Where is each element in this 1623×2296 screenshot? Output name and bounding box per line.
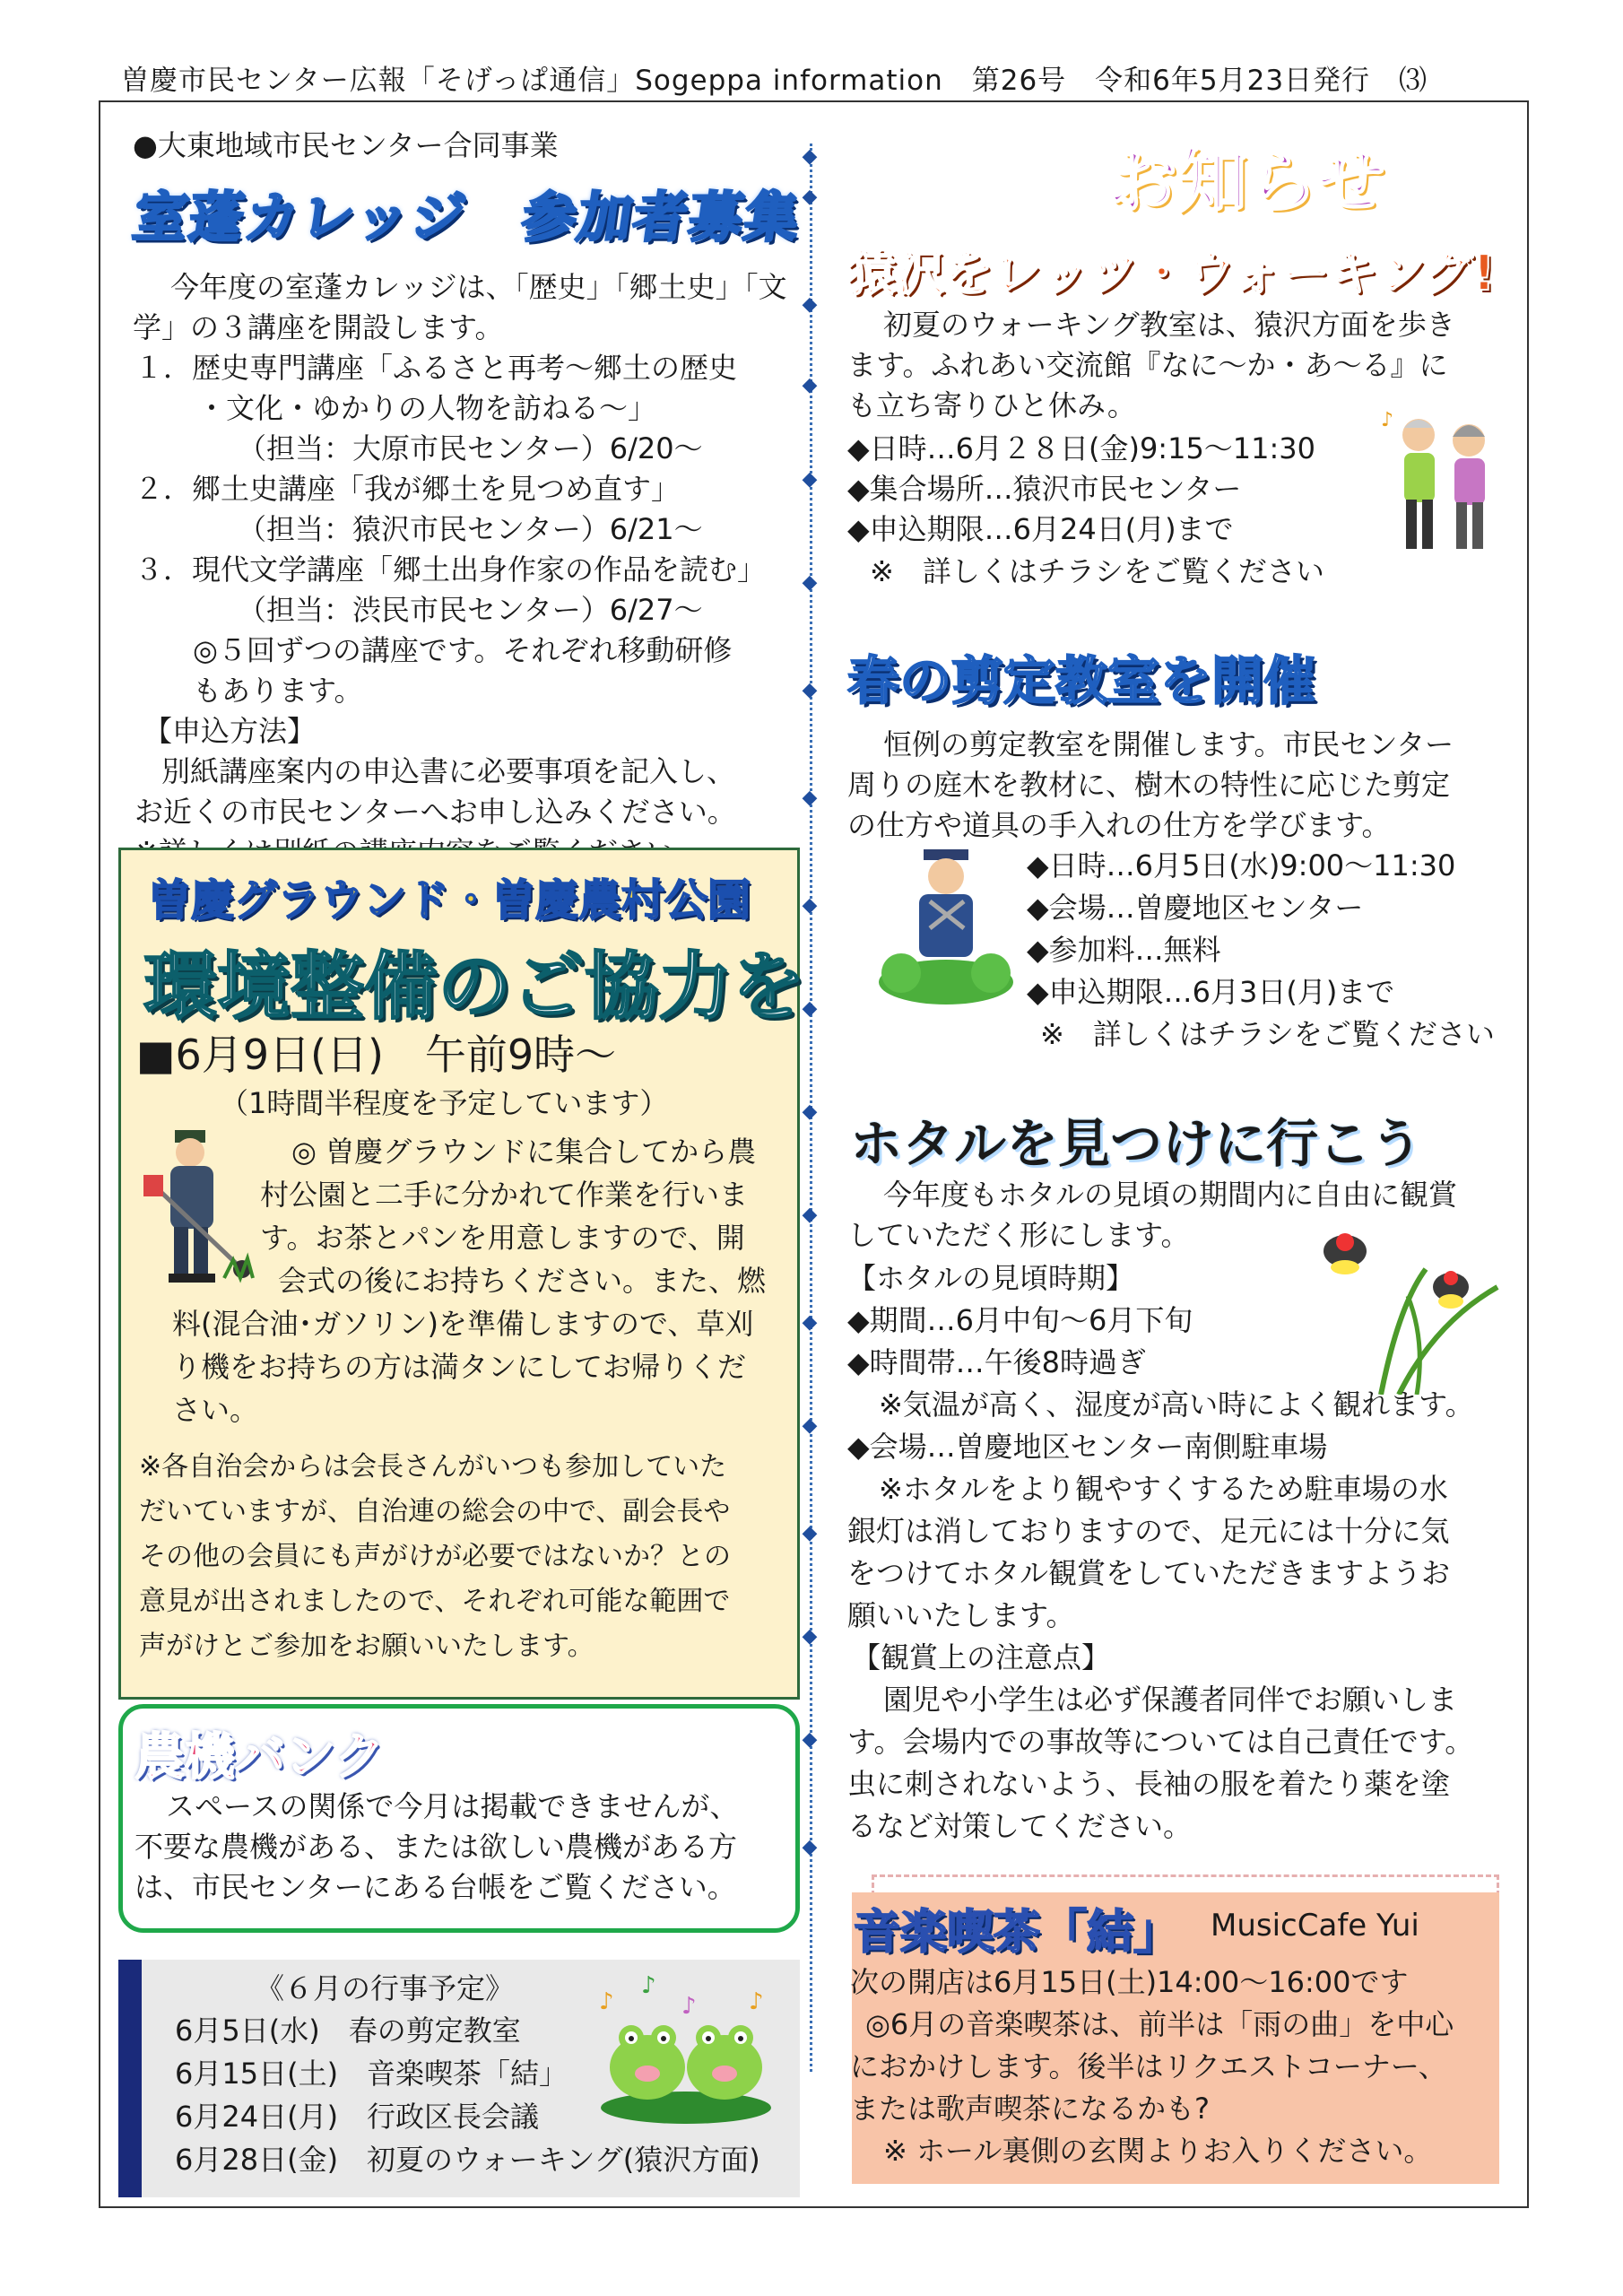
firefly-line: す。会場内での事故等については自己責任です。 xyxy=(847,1725,1474,1759)
singing-frogs-illustration xyxy=(592,1973,780,2126)
firefly-line: していただく形にします。 xyxy=(847,1218,1190,1252)
pruning-line: 恒例の剪定教室を開催します。市民センター xyxy=(883,727,1454,761)
environment-line: 村公園と二手に分かれて作業を行いま xyxy=(260,1178,749,1212)
college-kicker: ●大東地域市民センター合同事業 xyxy=(133,128,559,162)
diamond-icon: ◆ xyxy=(802,1414,818,1437)
environment-line: さい。 xyxy=(172,1393,259,1427)
schedule-item: 6月5日(水) 春の剪定教室 xyxy=(175,2013,521,2048)
firefly-line: 【ホタルの見頃時期】 xyxy=(847,1261,1135,1295)
diamond-icon: ◆ xyxy=(802,293,818,316)
diamond-icon: ◆ xyxy=(802,679,818,701)
college-line: （担当：大原市民センター）6/20～ xyxy=(238,431,703,465)
walking-line: も立ち寄りひと休み。 xyxy=(847,388,1136,422)
college-line: ２．郷土史講座「我が郷土を見つめ直す」 xyxy=(135,472,681,506)
diamond-icon: ◆ xyxy=(802,1100,818,1123)
walking-line: ※ 詳しくはチラシをご覧ください xyxy=(870,554,1324,588)
pruning-detail: ◆参加料…無料 xyxy=(1027,933,1221,967)
college-line: （担当：猿沢市民センター）6/21～ xyxy=(238,512,703,546)
masthead: 曽慶市民センター広報「そげっぱ通信」Sogeppa information 第26号 令和6年5月23日発行 ⑶ xyxy=(121,65,1428,97)
environment-note-line: ※各自治会からは会長さんがいつも参加していた xyxy=(139,1451,727,1483)
schedule-accent-bar xyxy=(118,1960,142,2197)
firefly-line: 虫に刺されないよう、長袖の服を着たり薬を塗 xyxy=(847,1767,1451,1801)
pruning-line: 周りの庭木を教材に、樹木の特性に応じた剪定 xyxy=(847,768,1451,802)
walking-line: ◆集合場所…猿沢市民センター xyxy=(847,472,1242,506)
machine-bank-line: 不要な農機がある、または欲しい農機がある方 xyxy=(135,1830,738,1864)
environment-line: り機をお持ちの方は満タンにしてお帰りくだ xyxy=(172,1350,747,1384)
college-line: 学」の３講座を開設します。 xyxy=(133,310,504,344)
diamond-icon: ◆ xyxy=(802,1522,818,1544)
diamond-icon: ◆ xyxy=(802,1836,818,1858)
environment-note-line: 声がけとご参加をお願いいたします。 xyxy=(139,1631,595,1662)
college-line: ３．現代文学講座「郷土出身作家の作品を読む」 xyxy=(135,552,767,587)
college-line: １．歴史専門講座「ふるさと再考～郷土の歴史 xyxy=(135,351,738,385)
firefly-line: ◆時間帯…午後8時過ぎ xyxy=(847,1345,1146,1379)
cafe-line: ※ ホール裏側の玄関よりお入りください。 xyxy=(883,2134,1433,2168)
college-line: 今年度の室蓬カレッジは、「歴史」「郷土史」「文 xyxy=(170,270,787,304)
firefly-illustration xyxy=(1300,1224,1506,1395)
environment-line: 料(混合油･ガソリン)を準備しますので、草刈 xyxy=(172,1307,754,1341)
cafe-title: 音楽喫茶「結」 xyxy=(854,1906,1181,1960)
diamond-icon: ◆ xyxy=(802,468,818,491)
firefly-line: 願いいたします。 xyxy=(847,1598,1075,1632)
machine-bank-title: 農機バンク xyxy=(135,1728,385,1787)
svg-text:♪: ♪ xyxy=(749,1988,764,2015)
walking-line: ◆申込期限…6月24日(月)まで xyxy=(847,512,1234,546)
college-title: 室蓬カレッジ 参加者募集 xyxy=(129,187,805,249)
pruning-detail: ◆申込期限…6月3日(月)まで xyxy=(1027,975,1395,1009)
schedule-title: 《６月の行事予定》 xyxy=(256,1971,515,2005)
pruning-detail: ※ 詳しくはチラシをご覧ください xyxy=(1040,1017,1495,1051)
pruning-line: の仕方や道具の手入れの仕方を学びます。 xyxy=(847,808,1391,842)
college-line: もあります。 xyxy=(193,674,363,708)
firefly-line: 園児や小学生は必ず保護者同伴でお願いしま xyxy=(883,1683,1458,1717)
walking-title: 猿沢をレッツ・ウォーキング! xyxy=(847,245,1496,301)
firefly-line: 今年度もホタルの見頃の期間内に自由に観賞 xyxy=(883,1178,1458,1212)
schedule-item: 6月28日(金) 初夏のウォーキング(猿沢方面) xyxy=(175,2143,760,2177)
pruning-detail: ◆日時…6月5日(水)9:00～11:30 xyxy=(1027,848,1456,883)
firefly-line: 【観賞上の注意点】 xyxy=(852,1640,1111,1674)
college-line: （担当：渋民市民センター）6/27～ xyxy=(238,593,703,627)
firefly-line: ◆期間…6月中旬～6月下旬 xyxy=(847,1303,1193,1337)
diamond-icon: ◆ xyxy=(802,997,818,1020)
svg-text:♪: ♪ xyxy=(1381,409,1394,431)
firefly-line: ◆会場…曽慶地区センター南側駐車場 xyxy=(847,1430,1328,1464)
environment-title: 環境整備のご協力を xyxy=(143,944,806,1030)
machine-bank-line: スペースの関係で今月は掲載できませんが、 xyxy=(166,1789,739,1823)
gardener-pruning-illustration xyxy=(874,848,1018,1004)
svg-text:♪: ♪ xyxy=(641,1973,656,1999)
schedule-item: 6月24日(月) 行政区長会議 xyxy=(175,2100,540,2134)
firefly-line: 銀灯は消しておりますので、足元には十分に気 xyxy=(847,1514,1450,1548)
diamond-icon: ◆ xyxy=(802,1625,818,1648)
diamond-icon: ◆ xyxy=(802,787,818,809)
pruning-detail: ◆会場…曽慶地区センター xyxy=(1027,891,1364,925)
walking-line: 初夏のウォーキング教室は、猿沢方面を歩き xyxy=(883,308,1455,342)
machine-bank-line: は、市民センターにある台帳をご覧ください。 xyxy=(135,1870,736,1904)
firefly-line: るなど対策してください。 xyxy=(847,1809,1193,1843)
environment-note-line: だいていますが、自治連の総会の中で、副会長や xyxy=(139,1496,731,1527)
diamond-icon: ◆ xyxy=(802,894,818,917)
environment-date: ■6月9日(日) 午前9時～ xyxy=(136,1031,617,1079)
diamond-icon: ◆ xyxy=(802,1728,818,1751)
environment-note-line: その他の会員にも声がけが必要ではないか？との xyxy=(139,1541,731,1572)
college-line: ◎５回ずつの講座です。それぞれ移動研修 xyxy=(193,633,733,667)
cafe-subtitle: MusicCafe Yui xyxy=(1211,1908,1419,1944)
college-line: 別紙講座案内の申込書に必要事項を記入し、 xyxy=(161,754,736,788)
cafe-line: におかけします。後半はリクエストコーナー、 xyxy=(850,2049,1447,2083)
firefly-line: ※ホタルをより観やすくするため駐車場の水 xyxy=(879,1472,1448,1506)
firefly-line: をつけてホタル観賞をしていただきますようお xyxy=(847,1556,1451,1590)
walking-couple-illustration xyxy=(1381,408,1506,561)
svg-text:♪: ♪ xyxy=(681,1993,697,2020)
diamond-icon: ◆ xyxy=(802,374,818,396)
firefly-line: ※気温が高く、湿度が高い時によく観れます。 xyxy=(879,1387,1474,1422)
svg-text:♪: ♪ xyxy=(599,1988,614,2015)
environment-line: 会式の後にお持ちください。また、燃 xyxy=(278,1264,767,1298)
diamond-icon: ◆ xyxy=(802,1204,818,1226)
college-line: 【申込方法】 xyxy=(143,714,317,748)
environment-line: す。お茶とパンを用意しますので、開 xyxy=(260,1221,745,1255)
walking-line: ます。ふれあい交流館『なに～か・あ～る』に xyxy=(847,348,1448,382)
diamond-icon: ◆ xyxy=(802,186,818,208)
environment-subtitle: 曽慶グラウンド・曽慶農村公園 xyxy=(148,875,751,926)
schedule-item: 6月15日(土) 音楽喫茶「結」 xyxy=(175,2057,568,2091)
cafe-line: ◎6月の音楽喫茶は、前半は「雨の曲」を中心 xyxy=(865,2007,1454,2041)
grass-trimmer-worker-illustration xyxy=(135,1112,260,1292)
notice-logo: お知らせ xyxy=(1107,142,1385,222)
environment-note-line: 意見が出されましたので、それぞれ可能な範囲で xyxy=(139,1586,731,1617)
environment-line: ◎ 曽慶グラウンドに集合してから農 xyxy=(291,1135,757,1169)
cafe-line: または歌声喫茶になるかも? xyxy=(850,2092,1210,2126)
cafe-line: 次の開店は6月15日(土)14:00～16:00です xyxy=(850,1965,1409,1999)
college-line: ・文化・ゆかりの人物を訪ねる～」 xyxy=(197,391,657,425)
environment-duration: （1時間半程度を予定しています） xyxy=(220,1086,669,1120)
diamond-icon: ◆ xyxy=(802,145,818,168)
diamond-icon: ◆ xyxy=(802,1311,818,1334)
diamond-icon: ◆ xyxy=(802,571,818,594)
walking-line: ◆日時…6月２８日(金)9:15～11:30 xyxy=(847,431,1316,465)
pruning-title: 春の剪定教室を開催 xyxy=(847,650,1316,711)
firefly-title: ホタルを見つけに行こう xyxy=(850,1113,1423,1174)
college-line: お近くの市民センターへお申し込みください。 xyxy=(135,795,736,829)
